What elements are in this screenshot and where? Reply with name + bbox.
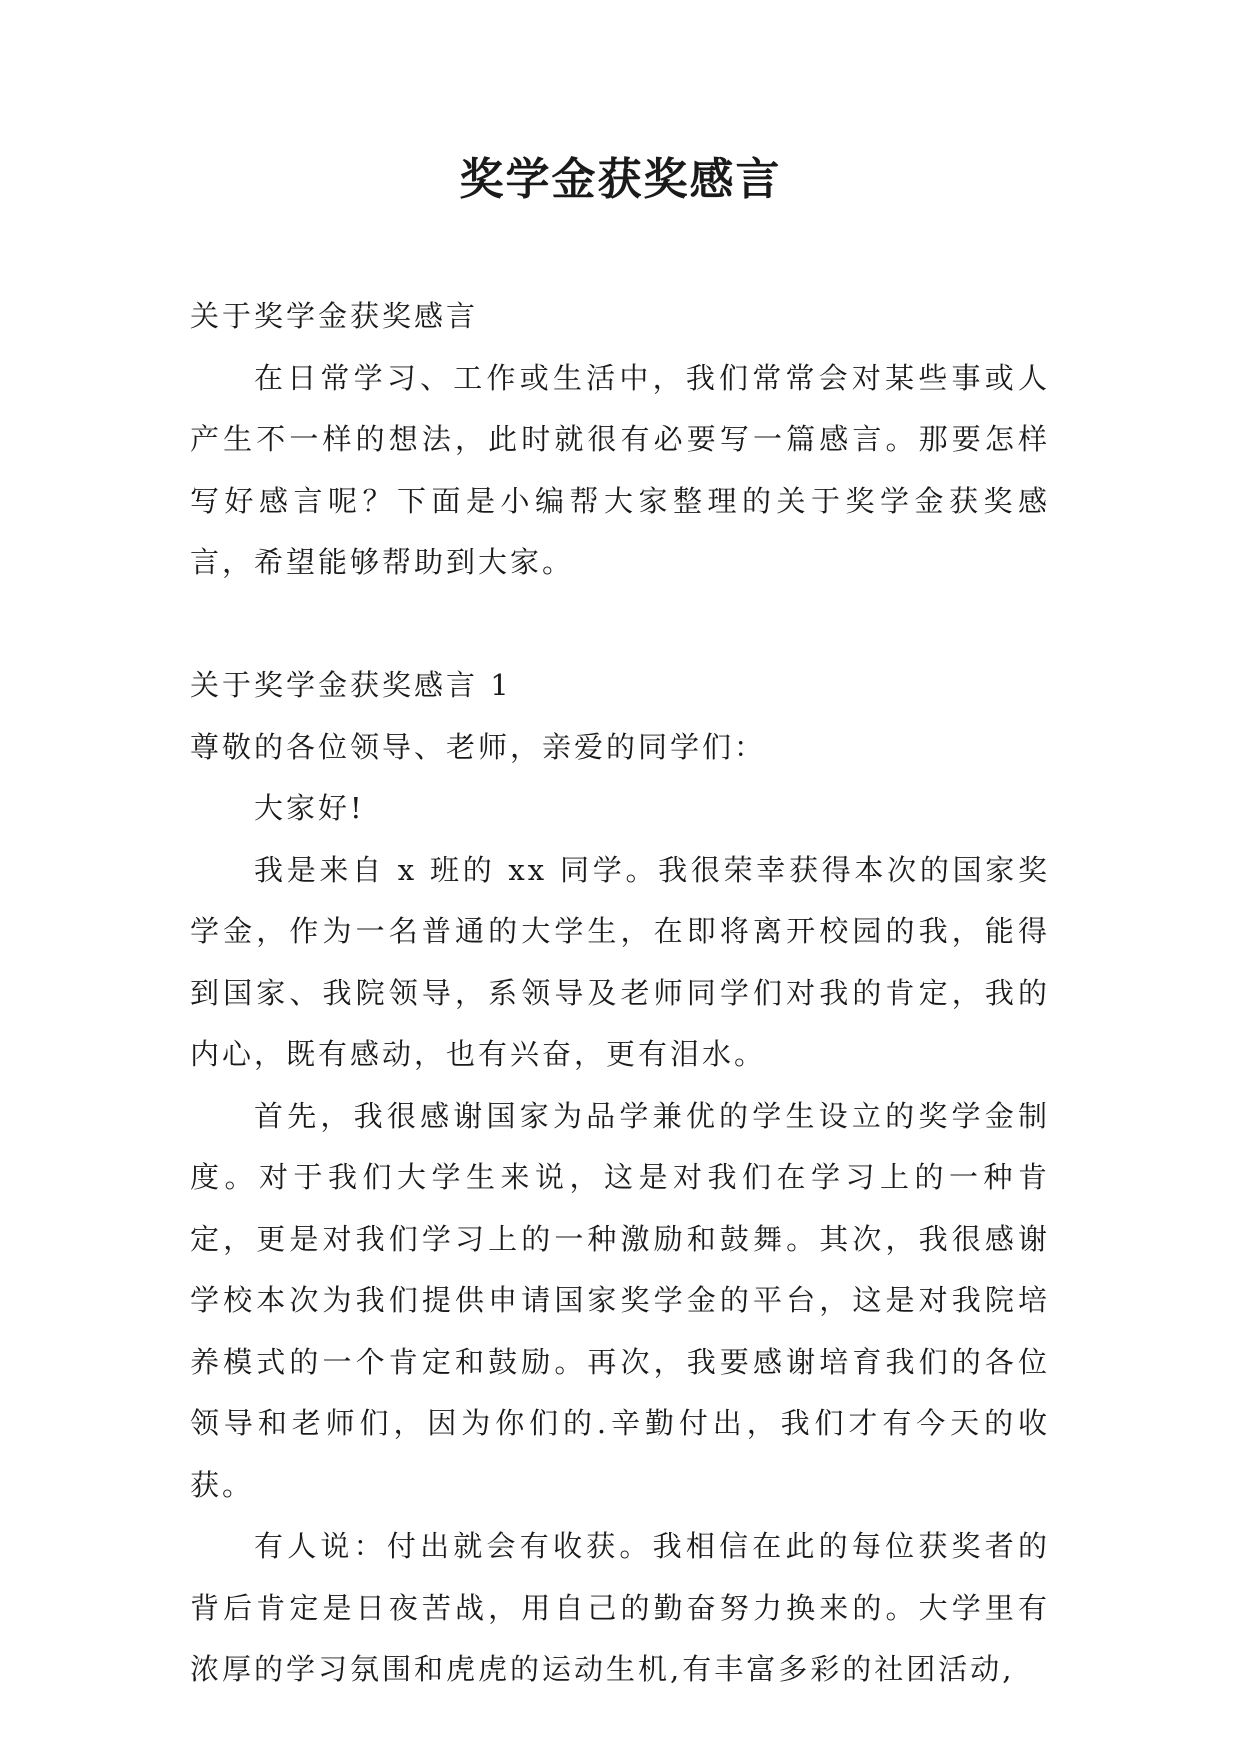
body-paragraph: 首先，我很感谢国家为品学兼优的学生设立的奖学金制度。对于我们大学生来说，这是对我们在学习上的一种肯定，更是对我们学习上的一种激励和鼓舞。其次，我很感谢学校本次为我们提供申请国家奖学金的平台，这是对我院培养模式的一个肯定和鼓励。再次，我要感谢培育我们的各位领导和老师们，因为你们的.辛勤付出，我们才有今天的收获。 (190, 1098, 1050, 1502)
body-paragraph: 我是来自 x 班的 xx 同学。我很荣幸获得本次的国家奖学金，作为一名普通的大学生，在即将离开校园的我，能得到国家、我院领导，系领导及老师同学们对我的肯定，我的内心，既有感动，也有兴奋，更有泪水。 (190, 852, 1050, 1071)
intro-paragraph: 在日常学习、工作或生活中，我们常常会对某些事或人产生不一样的想法，此时就很有必要写一篇感言。那要怎样写好感言呢？下面是小编帮大家整理的关于奖学金获奖感言，希望能够帮助到大家。 (190, 360, 1050, 579)
body-paragraph: 有人说：付出就会有收获。我相信在此的每位获奖者的背后肯定是日夜苦战，用自己的勤奋努力换来的。大学里有浓厚的学习氛围和虎虎的运动生机,有丰富多彩的社团活动, (190, 1529, 1050, 1686)
document-title: 奖学金获奖感言 (459, 154, 782, 205)
section-heading: 关于奖学金获奖感言 1 (190, 668, 512, 702)
document-body (190, 286, 1050, 1701)
intro-heading: 关于奖学金获奖感言 (190, 299, 479, 333)
section-spacer (190, 594, 1050, 656)
greeting: 大家好! (254, 791, 365, 825)
salutation: 尊敬的各位领导、老师，亲爱的同学们： (190, 729, 767, 764)
